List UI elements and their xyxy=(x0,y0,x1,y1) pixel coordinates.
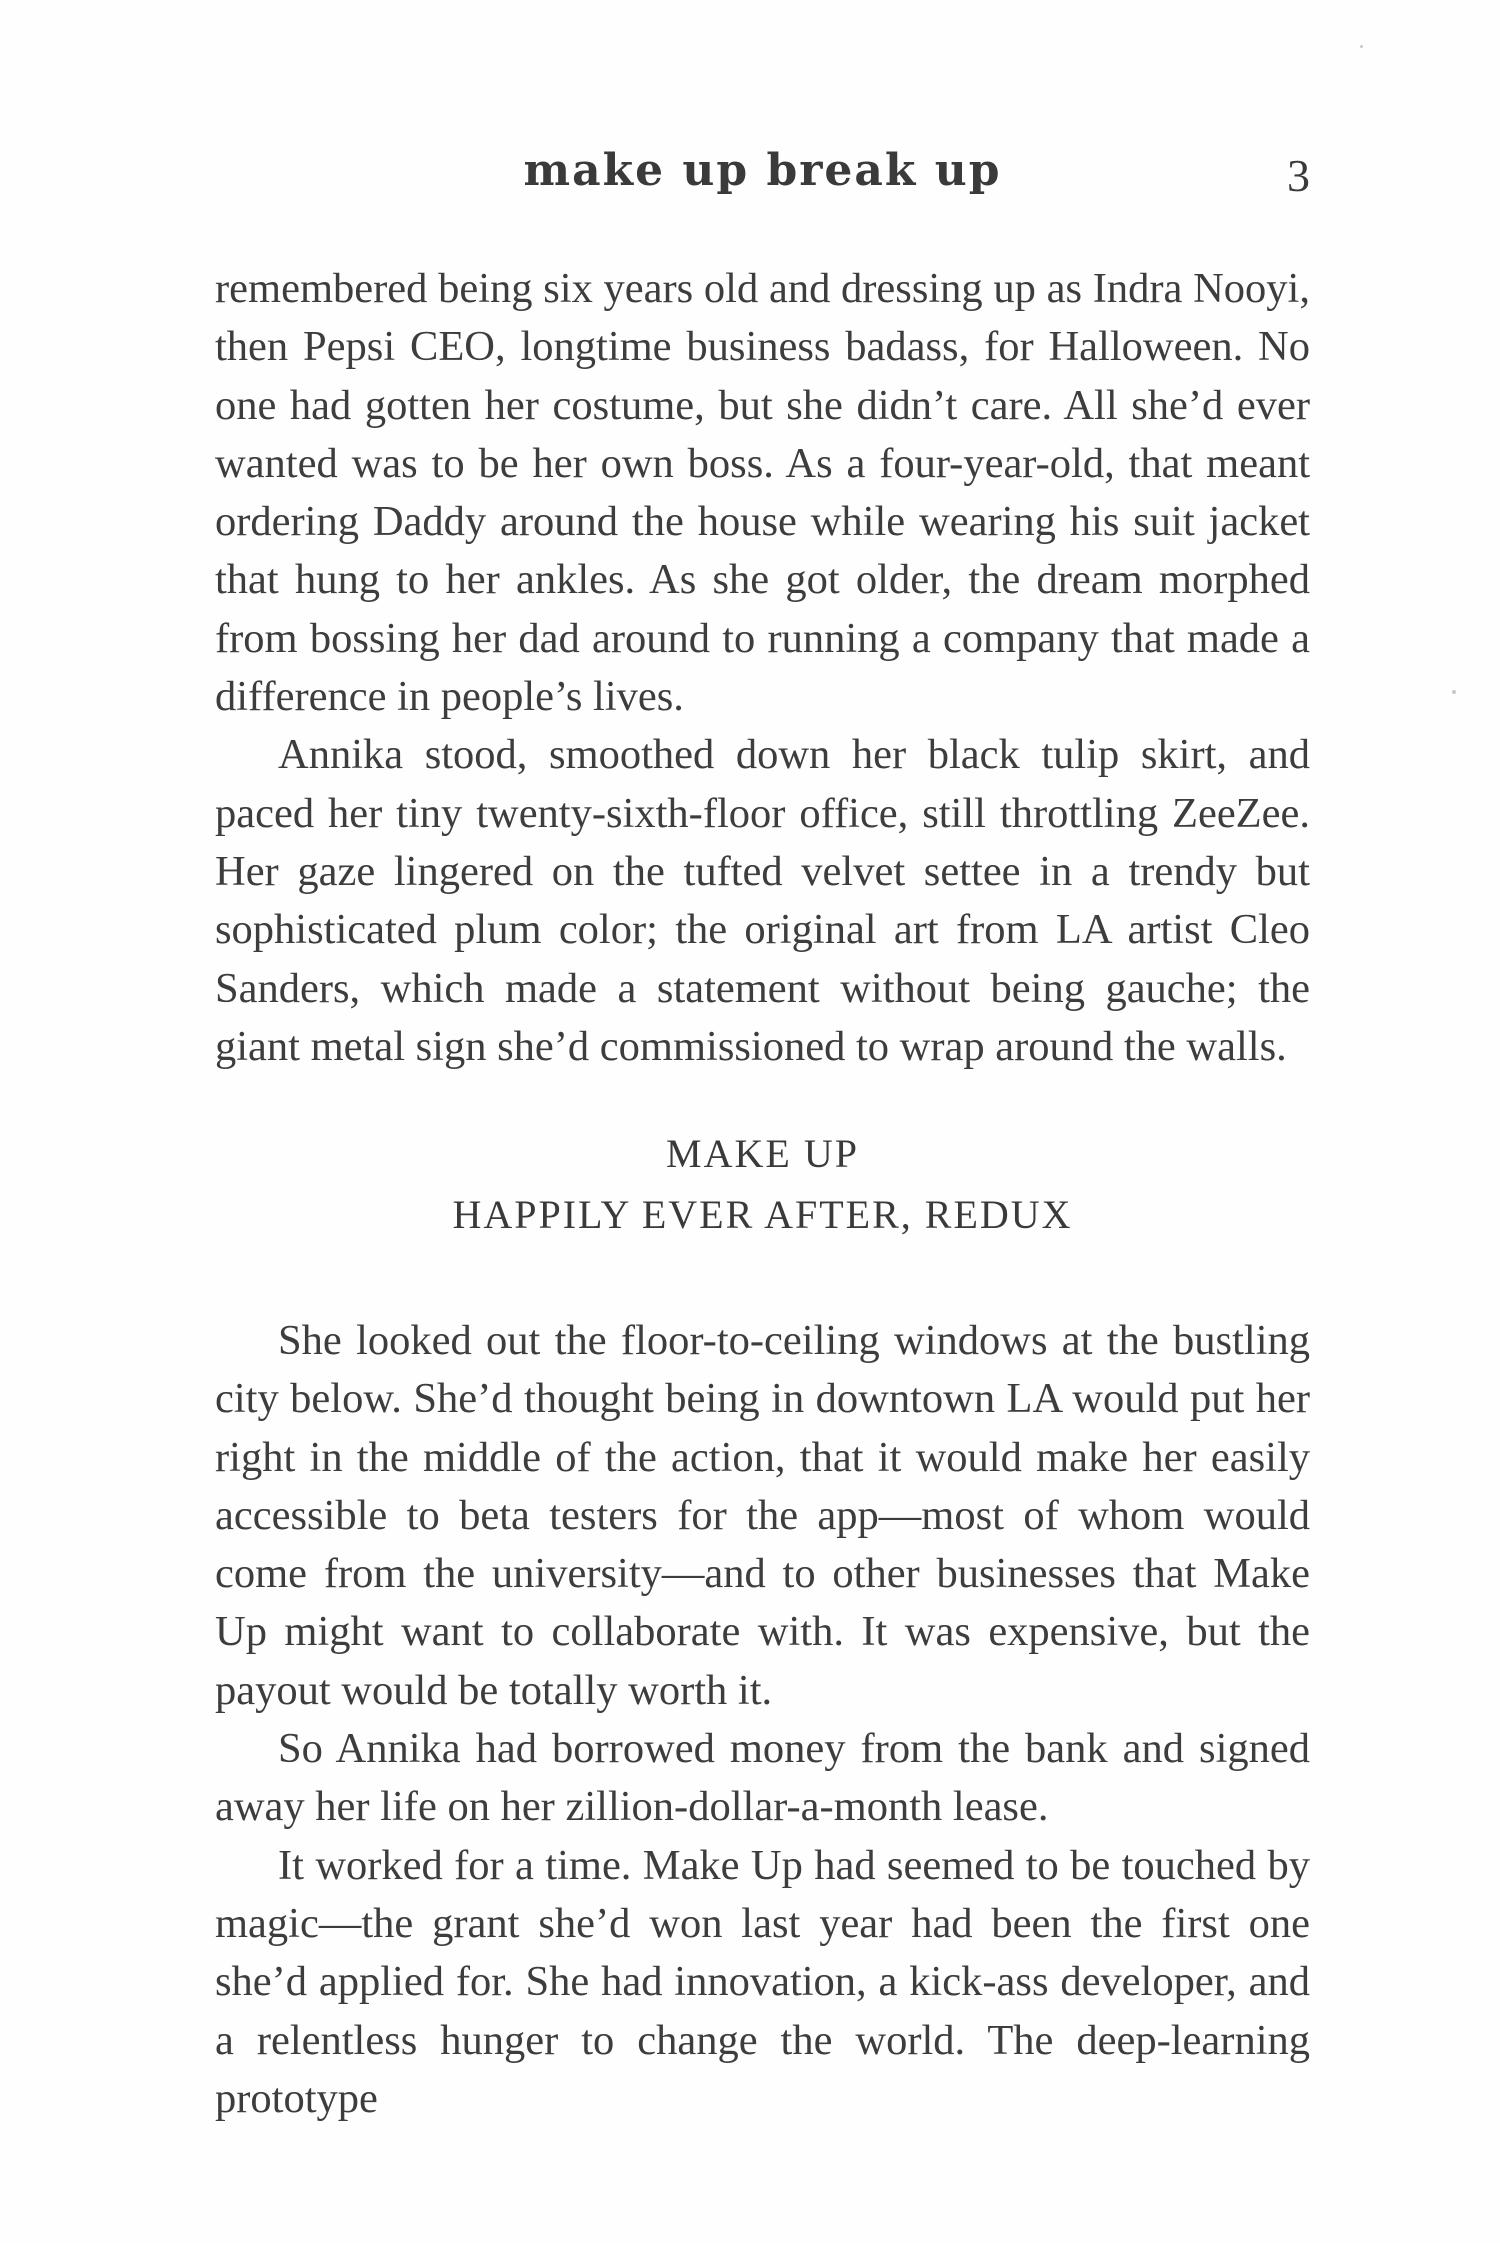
scan-speck xyxy=(1452,690,1456,694)
running-head xyxy=(215,145,1310,205)
paragraph-continued: remembered being six years old and dressing up as Indra Nooyi, then Pepsi CEO, longtime business badass, for Halloween. No one had gotten her costume, but she didn’t care. All she’d ever wanted was to be her own boss. As a four-year-old, that meant ordering Daddy around the house while wearing his suit jacket that hung to her ankles. As she got older, the dream morphed from bossing her dad around to running a company that made a difference in people’s lives. xyxy=(215,265,1310,721)
scan-speck xyxy=(1360,45,1363,48)
text-block-after-sign xyxy=(215,1312,1310,2128)
page-number: 3 xyxy=(1287,150,1310,201)
text-block-before-sign xyxy=(215,260,1310,1076)
paragraph: Annika stood, smoothed down her black tulip skirt, and paced her tiny twenty-sixth-floor office, still throttling ZeeZee. Her gaze lingered on the tufted velvet settee in a trendy but sophisticated plum color; the original art from LA artist Cleo Sanders, which made a statement without being gauche; the giant metal sign she’d commissioned to wrap around the walls. xyxy=(215,731,1310,1070)
book-title: make up break up xyxy=(523,145,1002,196)
paragraph: It worked for a time. Make Up had seemed to be touched by magic—the grant she’d won last year had been the first one she’d applied for. She had innovation, a kick-ass developer, and a relentless hunger to change the world. The deep-learning prototype xyxy=(215,1841,1310,2122)
paragraph: So Annika had borrowed money from the bank and signed away her life on her zillion-dollar-a-month lease. xyxy=(215,1725,1310,1831)
sign-line-2: HAPPILY EVER AFTER, REDUX xyxy=(452,1192,1073,1237)
sign-text xyxy=(215,1123,1310,1245)
paragraph: She looked out the floor-to-ceiling windows at the bustling city below. She’d thought being in downtown LA would put her right in the middle of the action, that it would make her easily accessible to beta testers for the app—most of whom would come from the university—and to other businesses that Make Up might want to collaborate with. It was expensive, but the payout would be totally worth it. xyxy=(215,1317,1310,1714)
sign-line-1: MAKE UP xyxy=(666,1131,859,1176)
